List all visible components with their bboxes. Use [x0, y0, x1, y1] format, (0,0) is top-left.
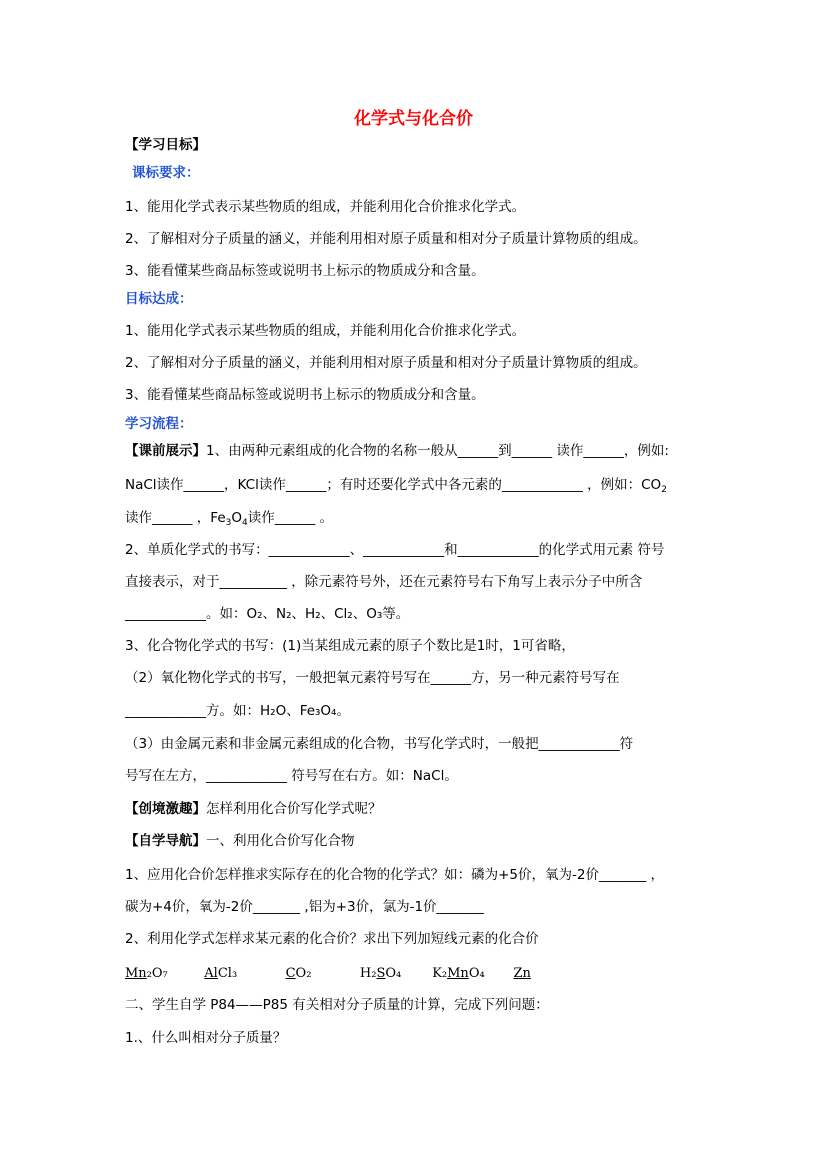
curriculum-item-2: 2、了解相对分子质量的涵义，并能利用相对原子质量和相对分子质量计算物质的组成。 [125, 231, 647, 247]
q2-line-2: 直接表示，对于__________ ，除元素符号外，还在元素符号右下角写上表示分子中所含 [125, 574, 643, 590]
q3-line-1: 3、化合物化学式的书写：(1)当某组成元素的原子个数比是1时，1可省略， [125, 638, 575, 654]
goals-item-2: 2、了解相对分子质量的涵义，并能利用相对原子质量和相对分子质量计算物质的组成。 [125, 355, 647, 371]
formula-alcl3: AlCl₃ [204, 966, 238, 981]
q2-line-1: 2、单质化学式的书写：____________、____________和____________的化学式用元素 符号 [125, 542, 665, 558]
selfstudy-tag: 【自学导航】 [125, 833, 206, 849]
q3-line-5: 号写在左方，____________ 符号写在右方。如：NaCl。 [125, 768, 458, 784]
co2-subscript: 2 [661, 485, 667, 495]
preview-tag: 【课前展示】 [125, 443, 206, 459]
preview-text-3a: 读作______ ，Fe [125, 510, 226, 526]
preview-text-3b: O [231, 510, 242, 526]
s1-line-1: 1、应用化合价怎样推求实际存在的化合物的化学式？如：磷为+5价，氧为-2价_______ ， [125, 867, 664, 883]
goals-item-1: 1、能用化学式表示某些物质的组成，并能利用化合价推求化学式。 [125, 323, 526, 339]
q3-line-4: （3）由金属元素和非金属元素组成的化合物，书写化学式时，一般把____________符 [125, 736, 634, 752]
objectives-header: 【学习目标】 [125, 137, 206, 153]
scenario-text: 怎样利用化合价写化学式呢？ [206, 801, 382, 817]
q2-line-3: ____________。如：O₂、N₂、H₂、Cl₂、O₃等。 [125, 606, 410, 622]
s1-line-2: 碳为+4价，氧为-2价_______ ,铝为+3价，氯为-1价_______ [125, 899, 484, 915]
scenario-line [125, 800, 382, 818]
preview-text-1: 1、由两种元素组成的化合物的名称一般从______到______ 读作______，例如: [206, 443, 669, 459]
scenario-tag: 【创境激趣】 [125, 801, 206, 817]
formula-h2so4: H₂SO₄ [359, 966, 402, 981]
q3-line-3: ____________方。如：H₂O、Fe₃O₄。 [125, 703, 350, 719]
preview-text-3c: 读作______ 。 [247, 510, 334, 526]
preview-line-3 [125, 509, 333, 527]
q3-line-2: （2）氧化物化学式的书写，一般把氧元素符号写在______方，另一种元素符号写在 [125, 670, 620, 686]
formula-k2mno4: K₂MnO₄ [432, 966, 485, 981]
part2-line: 二、学生自学 P84——P85 有关相对分子质量的计算，完成下列问题： [125, 997, 549, 1013]
formula-zn: Zn [513, 966, 531, 981]
formula-co2: CO₂ [285, 966, 312, 981]
process-header: 学习流程： [125, 416, 193, 432]
selfstudy-line [125, 832, 355, 850]
curriculum-item-1: 1、能用化学式表示某些物质的组成，并能利用化合价推求化学式。 [125, 199, 526, 215]
goals-header: 目标达成： [125, 291, 193, 307]
preview-line-2 [125, 476, 667, 494]
fe-subscript: 3 [225, 518, 232, 528]
page-title: 化学式与化合价 [354, 109, 473, 129]
formula-mn2o7: Mn₂O₇ [125, 966, 168, 981]
preview-text-2: NaCl读作______，KCl读作______；有时还要化学式中各元素的____________ ，例如：CO [125, 477, 662, 493]
goals-item-3: 3、能看懂某些商品标签或说明书上标示的物质成分和含量。 [125, 387, 485, 403]
o-subscript: 4 [242, 518, 248, 528]
preview-line-1 [125, 442, 669, 460]
part2-question-1: 1.、什么叫相对分子质量？ [125, 1030, 287, 1046]
curriculum-header: 课标要求： [132, 165, 200, 181]
curriculum-item-3: 3、能看懂某些商品标签或说明书上标示的物质成分和含量。 [125, 263, 485, 279]
formula-row [125, 964, 553, 983]
selfstudy-text: 一、利用化合价写化合物 [206, 833, 355, 849]
s2-line: 2、利用化学式怎样求某元素的化合价？求出下列加短线元素的化合价 [125, 931, 539, 947]
